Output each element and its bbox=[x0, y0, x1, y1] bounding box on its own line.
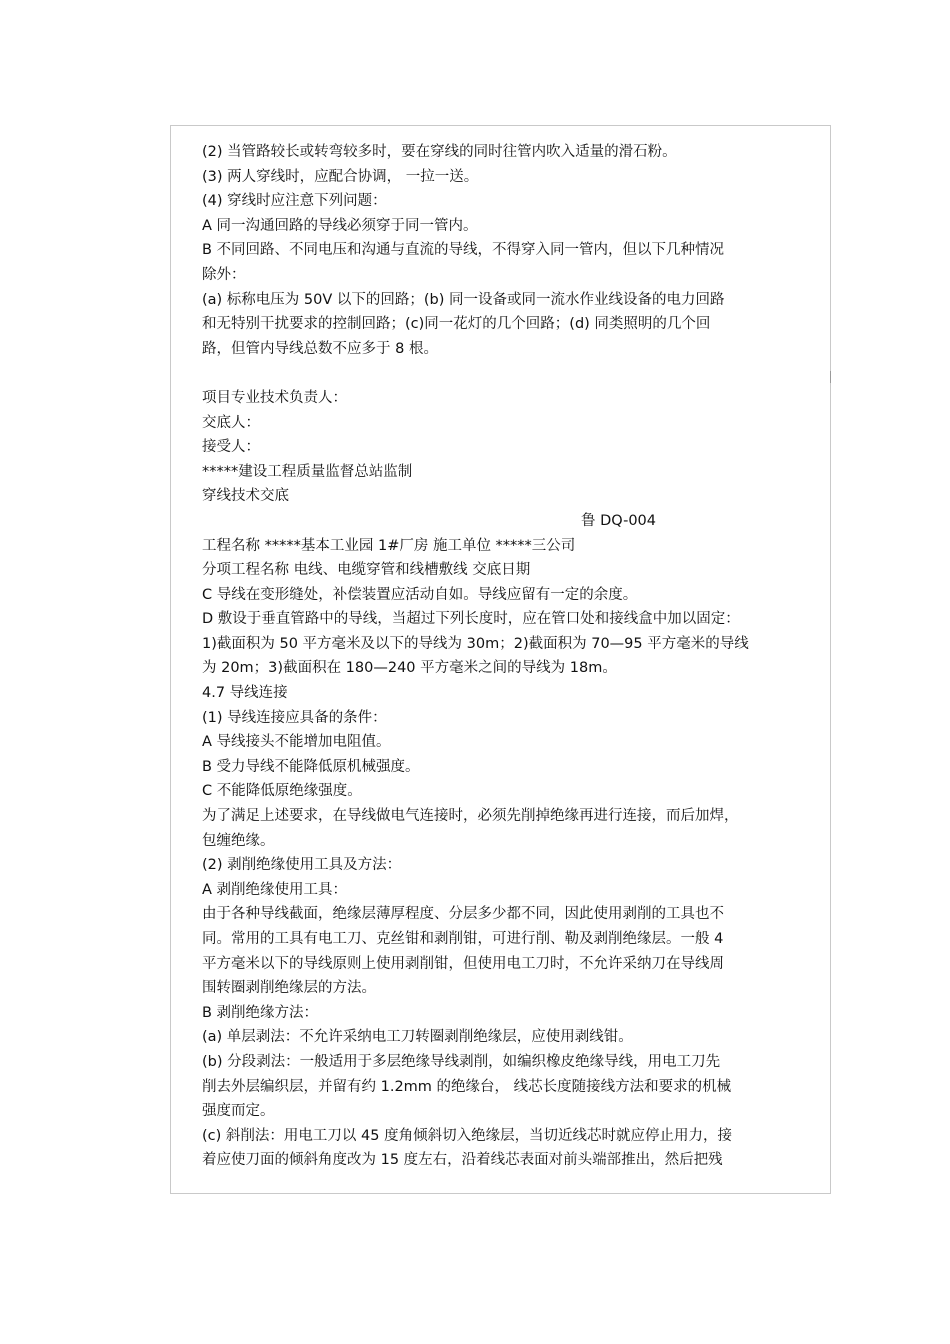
text-line: 除外： bbox=[202, 266, 246, 283]
text-line: 1)截面积为 50 平方毫米及以下的导线为 30m；2)截面积为 70—95 平方毫米的导线 bbox=[202, 635, 749, 652]
text-line: 着应使刀面的倾斜角度改为 15 度左右，沿着线芯表面对前头端部推出，然后把残 bbox=[202, 1152, 723, 1169]
frame-edge-mark bbox=[830, 371, 831, 383]
text-line: (a) 标称电压为 50V 以下的回路；(b) 同一设备或同一流水作业线设备的电力回路 bbox=[202, 291, 725, 308]
text-line: (c) 斜削法：用电工刀以 45 度角倾斜切入绝缘层，当切近线芯时就应停止用力，接 bbox=[202, 1127, 733, 1144]
text-line: A 导线接头不能增加电阻值。 bbox=[202, 734, 391, 751]
text-line: 和无特别干扰要求的控制回路；(c)同一花灯的几个回路；(d) 同类照明的几个回 bbox=[202, 316, 711, 333]
project-info-line: 工程名称 *****基本工业园 1#厂房 施工单位 *****三公司 bbox=[202, 537, 576, 554]
text-line: 包缠绝缘。 bbox=[202, 832, 275, 849]
text-line: A 剥削绝缘使用工具： bbox=[202, 881, 348, 898]
text-line: 路，但管内导线总数不应多于 8 根。 bbox=[202, 340, 438, 357]
text-line: (b) 分段剥法：一般适用于多层绝缘导线剥削，如编织橡皮绝缘导线，用电工刀先 bbox=[202, 1053, 721, 1070]
receiver-label: 接受人： bbox=[202, 439, 260, 456]
discloser-label: 交底人： bbox=[202, 414, 260, 431]
text-line: C 导线在变形缝处，补偿装置应活动自如。导线应留有一定的余度。 bbox=[202, 586, 638, 603]
tech-lead-label: 项目专业技术负责人： bbox=[202, 389, 347, 406]
text-line: (2) 当管路较长或转弯较多时，要在穿线的同时往管内吹入适量的滑石粉。 bbox=[202, 144, 677, 160]
supervisor-line: *****建设工程质量监督总站监制 bbox=[202, 463, 413, 480]
text-line: (4) 穿线时应注意下列问题： bbox=[202, 193, 387, 210]
section-heading: 4.7 导线连接 bbox=[202, 685, 288, 702]
spacer bbox=[202, 361, 814, 386]
text-line: 削去外层编织层，并留有约 1.2mm 的绝缘台， 线芯长度随接线方法和要求的机械 bbox=[202, 1078, 732, 1095]
document-body bbox=[202, 140, 814, 1173]
text-line: 由于各种导线截面，绝缘层薄厚程度、分层多少都不同，因此使用剥削的工具也不 bbox=[202, 906, 724, 923]
text-line: 平方毫米以下的导线原则上使用剥削钳，但使用电工刀时，不允许采纳刀在导线周 bbox=[202, 955, 724, 972]
text-line: B 不同回路、不同电压和沟通与直流的导线，不得穿入同一管内，但以下几种情况 bbox=[202, 242, 725, 259]
text-line: (2) 剥削绝缘使用工具及方法： bbox=[202, 857, 402, 874]
text-line: (1) 导线连接应具备的条件： bbox=[202, 709, 387, 726]
text-line: (a) 单层剥法：不允许采纳电工刀转圈剥削绝缘层，应使用剥线钳。 bbox=[202, 1029, 633, 1046]
text-line: 同。常用的工具有电工刀、克丝钳和剥削钳，可进行削、勒及剥削绝缘层。一般 4 bbox=[202, 931, 724, 947]
text-line: 为了满足上述要求，在导线做电气连接时，必须先削掉绝缘再进行连接，而后加焊， bbox=[202, 808, 739, 825]
text-line: (3) 两人穿线时，应配合协调， 一拉一送。 bbox=[202, 168, 479, 185]
text-line: D 敷设于垂直管路中的导线，当超过下列长度时，应在管口处和接线盒中加以固定： bbox=[202, 611, 740, 628]
text-line: 为 20m；3)截面积在 180—240 平方毫米之间的导线为 18m。 bbox=[202, 660, 617, 677]
text-line: B 剥削绝缘方法： bbox=[202, 1004, 319, 1021]
text-line: A 同一沟通回路的导线必须穿于同一管内。 bbox=[202, 217, 478, 234]
text-line: 围转圈剥削绝缘层的方法。 bbox=[202, 980, 376, 997]
document-title: 穿线技术交底 bbox=[202, 488, 289, 505]
form-code: 鲁 DQ-004 bbox=[581, 512, 656, 529]
text-line: B 受力导线不能降低原机械强度。 bbox=[202, 758, 420, 775]
text-line: C 不能降低原绝缘强度。 bbox=[202, 783, 362, 800]
project-info-line: 分项工程名称 电线、电缆穿管和线槽敷线 交底日期 bbox=[202, 562, 531, 579]
text-line: 强度而定。 bbox=[202, 1103, 275, 1120]
